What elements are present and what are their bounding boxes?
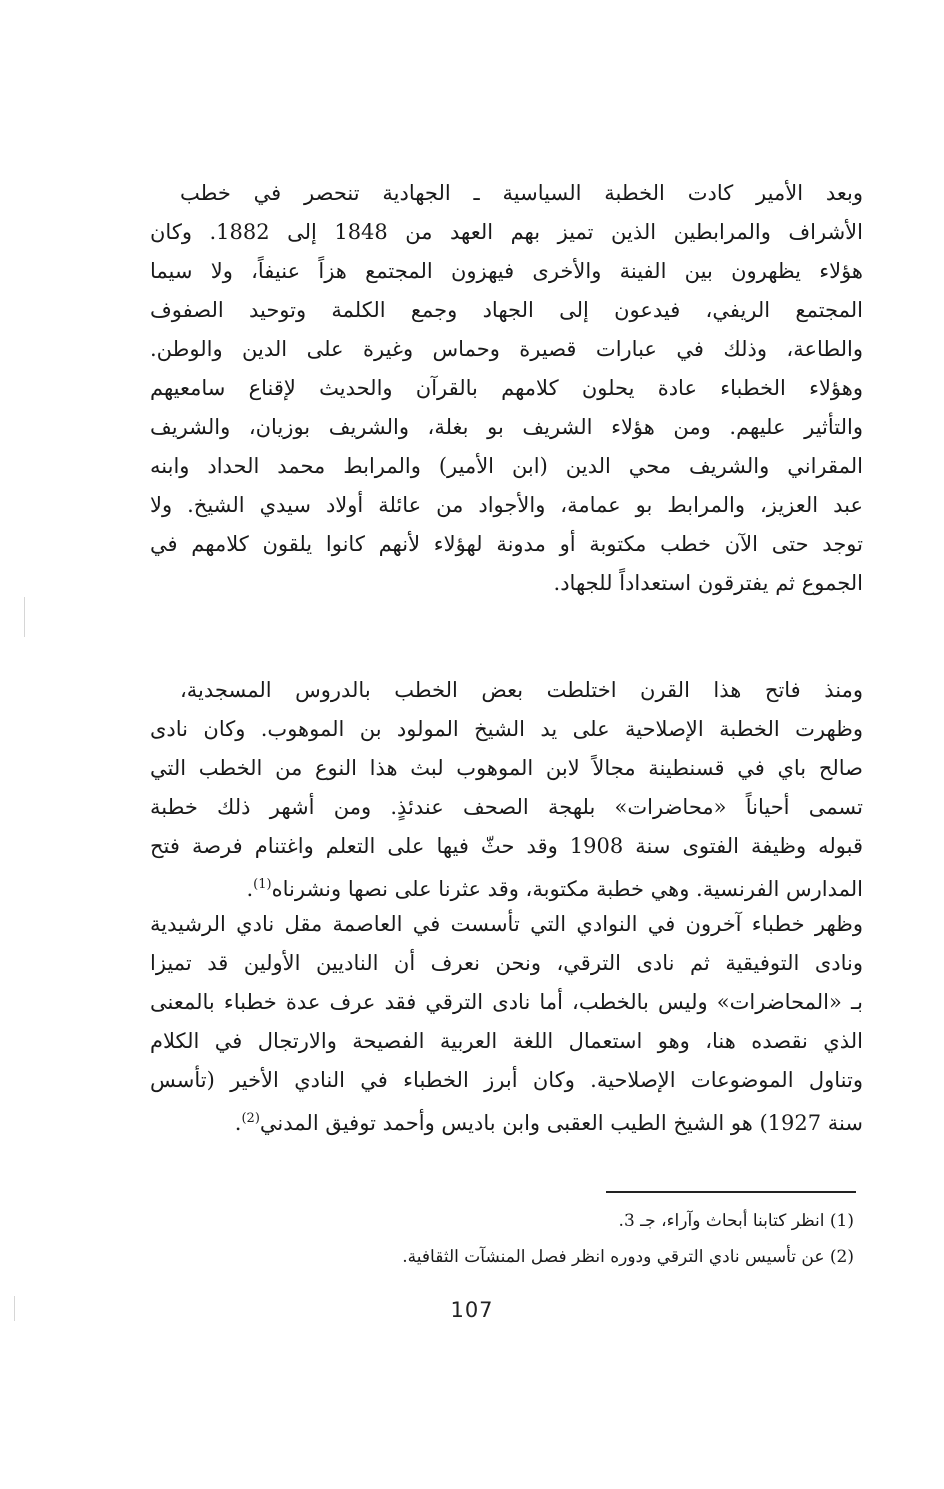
paragraph-1: [150, 178, 863, 595]
text-line: والتأثير عليهم. ومن هؤلاء الشريف بو بغلة، والشريف بوزيان، والشريف: [150, 415, 863, 439]
text-line: توجد حتى الآن خطب مكتوبة أو مدونة لهؤلاء لأنهم كانوا يلقون كلامهم في: [150, 532, 863, 556]
paragraph-2: [150, 675, 863, 1155]
footnote-text: انظر كتابنا أبحاث وآراء، جـ 3.: [618, 1211, 825, 1231]
text-line: المجتمع الريفي، فيدعون إلى الجهاد وجمع الكلمة وتوحيد الصفوف: [150, 298, 863, 322]
page-number: 107: [450, 1298, 494, 1322]
footnote-1: [334, 1208, 854, 1234]
text-line: قبوله وظيفة الفتوى سنة 1908 وقد حثّ فيها على التعلم واغتنام فرصة فتح: [150, 834, 863, 858]
footnote-ref-2: (2): [241, 1111, 260, 1126]
text-line: وهؤلاء الخطباء عادة يحلون كلامهم بالقرآن والحديث لإقناع سامعيهم: [150, 376, 863, 400]
footnote-separator: [606, 1191, 856, 1193]
text-line-with-footnote-ref: [150, 1104, 863, 1138]
footnote-marker: (1): [829, 1211, 854, 1231]
footnote-2: [334, 1244, 854, 1270]
period: .: [234, 1111, 242, 1135]
text-line: صالح باي في قسنطينة مجالاً لابن الموهوب لبث هذا النوع من الخطب التي: [150, 756, 863, 780]
text-line: وظهرت الخطبة الإصلاحية على يد الشيخ المولود بن الموهوب. وكان نادى: [150, 717, 863, 741]
text-line: ونادى التوفيقية ثم نادى الترقي، ونحن نعرف أن الناديين الأولين قد تميزا: [150, 951, 863, 975]
text-line: المقراني والشريف محي الدين (ابن الأمير) والمرابط محمد الحداد وابنه: [150, 454, 863, 478]
text-line: تسمى أحياناً «محاضرات» بلهجة الصحف عندئذٍ. ومن أشهر ذلك خطبة: [150, 795, 863, 819]
text-segment: سنة 1927) هو الشيخ الطيب العقبى وابن باديس وأحمد توفيق المدني: [259, 1111, 863, 1135]
text-line: هؤلاء يظهرون بين الفينة والأخرى فيهزون المجتمع هزاً عنيفاً، ولا سيما: [150, 259, 863, 283]
period: .: [246, 877, 254, 901]
text-line: وبعد الأمير كادت الخطبة السياسية ـ الجهادية تنحصر في خطب: [180, 181, 863, 205]
text-line: بـ «المحاضرات» وليس بالخطب، أما نادى الترقي فقد عرف عدة خطباء بالمعنى: [150, 990, 863, 1014]
text-line: وتناول الموضوعات الإصلاحية. وكان أبرز الخطباء في النادي الأخير (تأسس: [150, 1068, 863, 1092]
text-line: ومنذ فاتح هذا القرن اختلطت بعض الخطب بالدروس المسجدية،: [180, 678, 863, 702]
footnote-text: عن تأسيس نادي الترقي ودوره انظر فصل المنشآت الثقافية.: [402, 1247, 825, 1267]
text-line: عبد العزيز، والمرابط بو عمامة، والأجواد من عائلة أولاد سيدي الشيخ. ولا: [150, 493, 863, 517]
text-line: الأشراف والمرابطين الذين تميز بهم العهد من 1848 إلى 1882. وكان: [150, 220, 863, 244]
text-segment: المدارس الفرنسية. وهي خطبة مكتوبة، وقد عثرنا على نصها ونشرناه: [271, 877, 863, 901]
text-line: والطاعة، وذلك في عبارات قصيرة وحماس وغيرة على الدين والوطن.: [150, 337, 863, 361]
scan-edge-mark: [24, 597, 25, 637]
text-line: الذي نقصده هنا، وهو استعمال اللغة العربية الفصيحة والارتجال في الكلام: [150, 1029, 863, 1053]
text-line: وظهر خطباء آخرون في النوادي التي تأسست في العاصمة مقل نادي الرشيدية: [150, 912, 863, 936]
footnote-ref-1: (1): [253, 877, 272, 892]
text-line-with-footnote-ref: [150, 870, 863, 904]
text-line: الجموع ثم يفترقون استعداداً للجهاد.: [553, 571, 863, 595]
scan-edge-mark: [14, 1296, 15, 1321]
footnote-marker: (2): [829, 1247, 854, 1267]
